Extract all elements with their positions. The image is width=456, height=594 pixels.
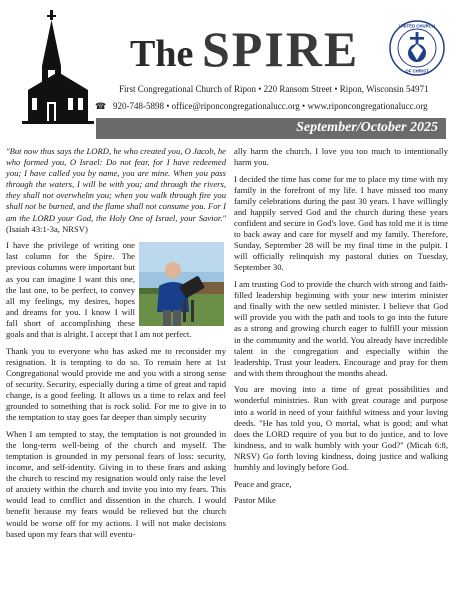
contact-info: 920-748-5898 • office@riponcongregationalucc.org • www.riponcongregationalucc.org <box>113 101 428 111</box>
paragraph-5: I am trusting God to provide the church with strong and faith-filled leadership beginning with your new interim minister and finally with the new settled minister. I believe that God will provide you with the path and tools to go into the future as a strong and growing church eager to fulfill your mission in the community and the world. You already have incredible talent in the congregation and especially within the leadership. Trust your leaders. Encourage and pray for them and with them throughout the months ahead. <box>234 279 448 378</box>
issue-date-banner <box>96 118 446 139</box>
signature: Pastor Mike <box>234 495 276 506</box>
contact-line <box>95 101 428 112</box>
scripture-quote <box>6 146 226 235</box>
closing-line: Peace and grace, <box>234 478 292 489</box>
church-address: First Congregational Church of Ripon • 220 Ransom Street • Ripon, Wisconsin 54971 <box>119 84 429 94</box>
pastor-photo <box>139 242 224 326</box>
issue-date: September/October 2025 <box>296 120 438 135</box>
svg-text:UNITED CHURCH: UNITED CHURCH <box>399 23 435 29</box>
paragraph-6: You are moving into a time of great possibilities and wonderful ministries. Run with great courage and purpose into a world in need of your faithful witness and your loving deeds. "He has told you, O mortal, what is good; and what does the LORD require of you but to do justice, and to love kindness, and to walk humbly with your God?" (Micah 6:8, NRSV) Go forth loving kindness, doing justice and walking humbly and lovingly before God. <box>234 384 448 473</box>
paragraph-continued: ally harm the church. I love you too much to intentionally harm you. <box>234 146 448 168</box>
scripture-reference: (Isaiah 43:1-3a, NRSV) <box>6 223 88 234</box>
paragraph-1 <box>6 240 226 340</box>
paragraph-3: When I am tempted to stay, the temptation is not grounded in the long-term well-being of the church and myself. The temptation is grounded in my personal fears of loss: security, income, and self-identity. Giving in to these fears and asking the church to rescind my resignation would only raise the level of anxiety within the church and invite you into my fears. This would lead to conflict and dissention in the church. I would benefit because my fears would be relieved but the church would be worse off for my actions. I will not make decisions based upon my fears that will eventu- <box>6 428 226 539</box>
title-spire: SPIRE <box>202 21 360 77</box>
paragraph-2: Thank you to everyone who has asked me to reconsider my resignation. It is tempting to do so. To remain here at 1st Congregational would provide me and you with a strong sense of security. Security, especially during a time of great and rapid change, is a good feeling. It allows us a time to relax and feel grounded to something that is rock solid. For me to give in to the temptation to stay goes far deeper than simply security <box>6 345 226 423</box>
ucc-seal-logo <box>389 20 445 76</box>
church-steeple-logo <box>22 6 94 124</box>
svg-text:OF CHRIST: OF CHRIST <box>405 68 429 74</box>
telephone-icon: ☎ <box>95 101 107 111</box>
scripture-text: "But now thus says the LORD, he who created you, O Jacob, he who formed you, O Israel: Do not fear, for I have redeemed you; I have called you by name, you are mine. When you pass through the waters, I will be with you; and through the rivers, they shall not overwhelm you; when you walk through fire you shall not be burned, and the flame shall not consume you. For I am the LORD your God, the Holy One of Israel, your Savior." <box>6 146 226 223</box>
masthead <box>0 0 456 120</box>
paragraph-1-text: I have the privilege of writing one last column for the Spire. The previous columns were important but as you can imagine I want this one, the last one, to be perfect, to convey all my feelings, my desires, hopes and dreams for you. I know I will fall short of accomplishing these goals and that is alright. I accept that I am not perfect. <box>6 240 192 339</box>
title-the: The <box>130 33 194 75</box>
paragraph-4: I decided the time has come for me to place my time with my family in the forefront of my life. I have missed too many family celebrations during the past 30 years. I have willingly and happily served God and the church during these years confident and secure in God's love. God has told me it is time to back away and care for myself and my family. Therefore, Sunday, September 28 will be my final time in the pulpit. I will officially relinquish my pastoral duties on Tuesday, September 30. <box>234 173 448 273</box>
left-column <box>6 146 226 545</box>
newsletter-title <box>130 16 380 77</box>
right-column <box>234 146 448 512</box>
